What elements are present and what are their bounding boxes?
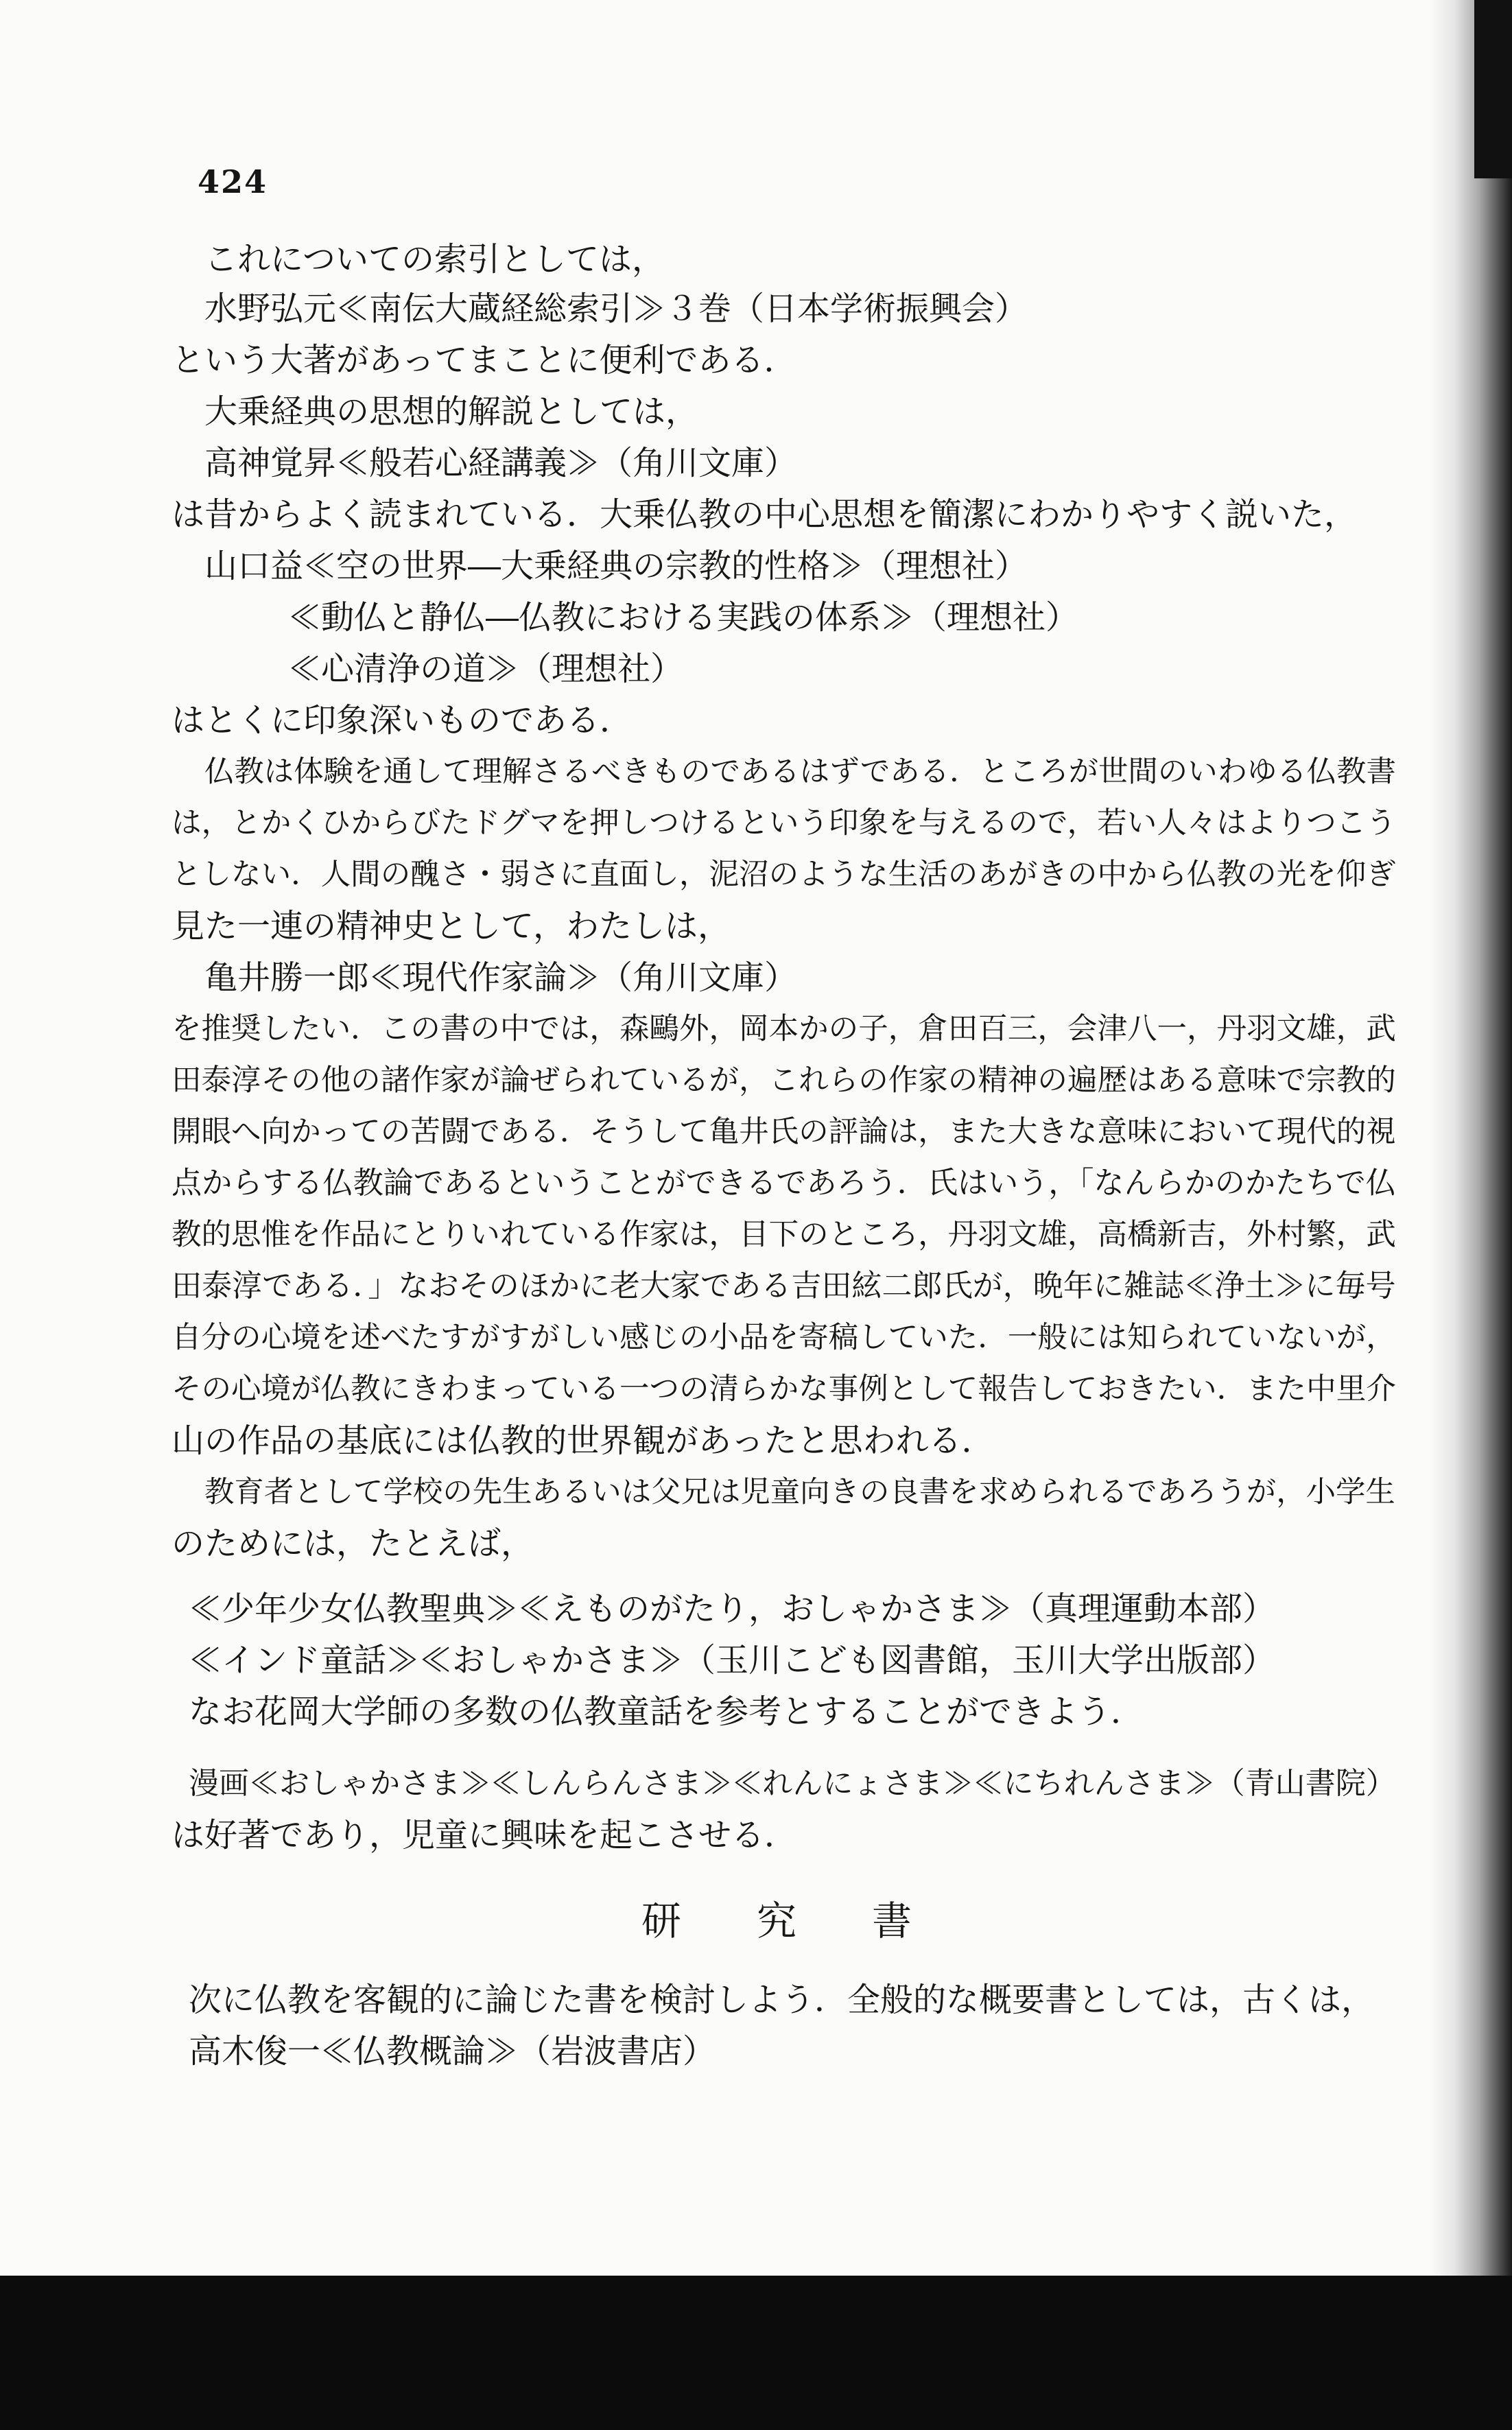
text-line: という大著があってまことに便利である． bbox=[172, 341, 797, 379]
scan-bottom-border bbox=[0, 2276, 1512, 2430]
text-line: 自分の心境を述べたすがすがしい感じの小品を寄稿していた．一般には知られていないが， bbox=[172, 1321, 1396, 1355]
text-line: は，とかくひからびたドグマを押しつけるという印象を与えるので，若い人々はよりつこう bbox=[172, 806, 1396, 840]
text-line: 開眼へ向かっての苦闘である．そうして亀井氏の評論は，また大きな意味において現代的視 bbox=[172, 1115, 1396, 1149]
text-line: 山の作品の基底には仏教的世界観があったと思われる． bbox=[172, 1422, 995, 1460]
page-corner-shadow bbox=[1474, 0, 1512, 178]
text-line: 田泰淳その他の諸作家が論ぜられているが，これらの作家の精神の遍歴はある意味で宗教的 bbox=[172, 1063, 1396, 1098]
text-line: 点からする仏教論であるということができるであろう．氏はいう，「なんらかのかたちで仏 bbox=[172, 1166, 1396, 1201]
text-line: はとくに印象深いものである． bbox=[172, 701, 633, 740]
text-line: 高神覚昇≪般若心経講義≫（角川文庫） bbox=[204, 444, 798, 482]
text-line: 山口益≪空の世界―大乗経典の宗教的性格≫（理想社） bbox=[204, 547, 1028, 585]
text-line: 亀井勝一郎≪現代作家論≫（角川文庫） bbox=[204, 958, 798, 997]
text-line: 次に仏教を客観的に論じた書を検討しよう．全般的な概要書としては，古くは， bbox=[189, 1981, 1375, 2019]
page-number: 424 bbox=[198, 163, 268, 200]
text-line: 見た一連の精神史として，わたしは， bbox=[172, 907, 731, 945]
text-line: ≪心清浄の道≫（理想社） bbox=[288, 650, 684, 688]
text-line: なお花岡大学師の多数の仏教童話を参考とすることができよう． bbox=[189, 1692, 1144, 1731]
text-line: 大乗経典の思想的解説としては， bbox=[204, 392, 699, 431]
section-heading: 研究書 bbox=[641, 1898, 988, 1944]
text-line: 教育者として学校の先生あるいは父兄は児童向きの良書を求められるであろうが，小学生 bbox=[204, 1475, 1395, 1509]
text-line: これについての索引としては， bbox=[204, 240, 665, 279]
text-line: その心境が仏教にきわまっている一つの清らかな事例として報告しておきたい．また中里介 bbox=[172, 1372, 1396, 1406]
text-line: ≪少年少女仏教聖典≫≪えものがたり，おしゃかさま≫（真理運動本部） bbox=[189, 1590, 1276, 1628]
text-line: 高木俊一≪仏教概論≫（岩波書店） bbox=[189, 2032, 716, 2071]
text-line: 田泰淳である．」なおそのほかに老大家である吉田絃二郎氏が，晩年に雑誌≪浄土≫に毎号 bbox=[172, 1269, 1396, 1304]
text-line: は昔からよく読まれている．大乗仏教の中心思想を簡潔にわかりやすく説いた， bbox=[172, 495, 1358, 534]
text-line: を推奨したい．この書の中では，森鷗外，岡本かの子，倉田百三，会津八一，丹羽文雄，武 bbox=[172, 1012, 1396, 1046]
page-binding-shadow bbox=[1430, 0, 1512, 2291]
text-line: 漫画≪おしゃかさま≫≪しんらんさま≫≪れんにょさま≫≪にちれんさま≫（青山書院） bbox=[189, 1766, 1396, 1801]
text-line: は好著であり，児童に興味を起こさせる． bbox=[172, 1816, 798, 1854]
text-line: ≪動仏と静仏―仏教における実践の体系≫（理想社） bbox=[288, 598, 1079, 637]
text-line: ≪インド童話≫≪おしゃかさま≫（玉川こども図書館，玉川大学出版部） bbox=[189, 1641, 1276, 1679]
text-line: 教的思惟を作品にとりいれている作家は，目下のところ，丹羽文雄，高橋新吉，外村繁，武 bbox=[172, 1218, 1396, 1252]
text-line: 水野弘元≪南伝大蔵経総索引≫３巻（日本学術振興会） bbox=[204, 290, 1028, 328]
text-line: のためには，たとえば， bbox=[172, 1524, 534, 1563]
text-line: 仏教は体験を通して理解さるべきものであるはずである．ところが世間のいわゆる仏教書 bbox=[204, 755, 1396, 789]
text-line: としない．人間の醜さ・弱さに直面し，泥沼のような生活のあがきの中から仏教の光を仰ぎ bbox=[172, 858, 1396, 892]
